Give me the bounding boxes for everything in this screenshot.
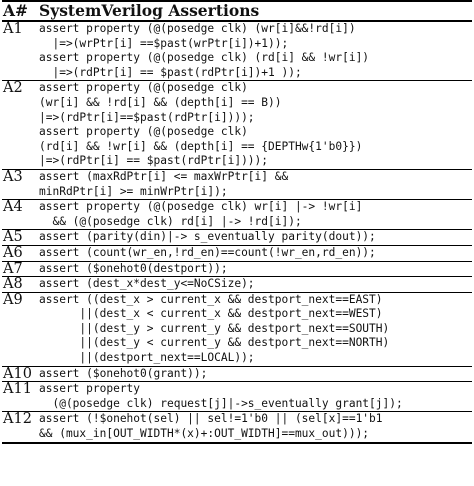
assertions-body bbox=[2, 21, 472, 443]
assertion-id: A9 bbox=[2, 292, 39, 366]
assertion-row bbox=[2, 277, 472, 293]
assertion-row bbox=[2, 200, 472, 230]
assertion-row bbox=[2, 169, 472, 199]
assertion-code: assert ((dest_x > current_x && destport_next==EAST) ||(dest_x < current_x && destport_next==WEST) ||(dest_y > current_y && destport_next==SOUTH) ||(dest_y < current_y && destport_next==NORTH) ||(destport_next==LOCAL)); bbox=[39, 292, 472, 366]
assertion-code: assert ($onehot0(destport)); bbox=[39, 261, 472, 277]
assertion-row bbox=[2, 382, 472, 412]
assertion-id: A3 bbox=[2, 169, 39, 199]
assertion-row bbox=[2, 21, 472, 81]
assertion-row bbox=[2, 230, 472, 246]
assertion-code: assert ($onehot0(grant)); bbox=[39, 366, 472, 382]
assertion-id: A4 bbox=[2, 200, 39, 230]
assertion-id: A5 bbox=[2, 230, 39, 246]
assertion-code: assert (parity(din)|-> s_eventually parity(dout)); bbox=[39, 230, 472, 246]
assertion-row bbox=[2, 245, 472, 261]
table-title: SystemVerilog Assertions bbox=[39, 1, 472, 21]
assertion-code: assert (dest_x*dest_y<=NoCSize); bbox=[39, 277, 472, 293]
assertion-code: assert (count(wr_en,!rd_en)==count(!wr_en,rd_en)); bbox=[39, 245, 472, 261]
table-header-row bbox=[2, 1, 472, 21]
assertion-row bbox=[2, 292, 472, 366]
assertion-code: assert property (@(posedge clk) request[j]|->s_eventually grant[j]); bbox=[39, 382, 472, 412]
assertion-code: assert (maxRdPtr[i] <= maxWrPtr[i] && minRdPtr[i] >= minWrPtr[i]); bbox=[39, 169, 472, 199]
assertion-row bbox=[2, 412, 472, 443]
assertion-id: A6 bbox=[2, 245, 39, 261]
assertion-id: A11 bbox=[2, 382, 39, 412]
assertion-id: A8 bbox=[2, 277, 39, 293]
assertion-id: A1 bbox=[2, 21, 39, 81]
id-column-header: A# bbox=[2, 1, 39, 21]
assertions-table bbox=[2, 0, 472, 444]
assertion-code: assert (!$onehot(sel) || sel!=1'b0 || (sel[x]==1'b1 && (mux_in[OUT_WIDTH*(x)+:OUT_WIDTH]==mux_out))); bbox=[39, 412, 472, 443]
assertion-id: A2 bbox=[2, 81, 39, 170]
assertion-code: assert property (@(posedge clk) wr[i] |-> !wr[i] && (@(posedge clk) rd[i] |-> !rd[i]); bbox=[39, 200, 472, 230]
assertion-code: assert property (@(posedge clk) (wr[i] && !rd[i] && (depth[i] == B)) |=>(rdPtr[i]==$past(rdPtr[i]))); assert property (@(posedge clk) (rd[i] && !wr[i] && (depth[i] == {DEPTHw{1'b0}}) |=>(rdPtr[i] == $past(rdPtr[i]))); bbox=[39, 81, 472, 170]
assertion-id: A7 bbox=[2, 261, 39, 277]
assertion-row bbox=[2, 261, 472, 277]
assertion-code: assert property (@(posedge clk) (wr[i]&&!rd[i]) |=>(wrPtr[i] ==$past(wrPtr[i])+1)); assert property (@(posedge clk) (rd[i] && !wr[i]) |=>(rdPtr[i] == $past(rdPtr[i])+1 )); bbox=[39, 21, 472, 81]
assertion-row bbox=[2, 81, 472, 170]
assertion-id: A12 bbox=[2, 412, 39, 443]
assertion-row bbox=[2, 366, 472, 382]
assertion-id: A10 bbox=[2, 366, 39, 382]
